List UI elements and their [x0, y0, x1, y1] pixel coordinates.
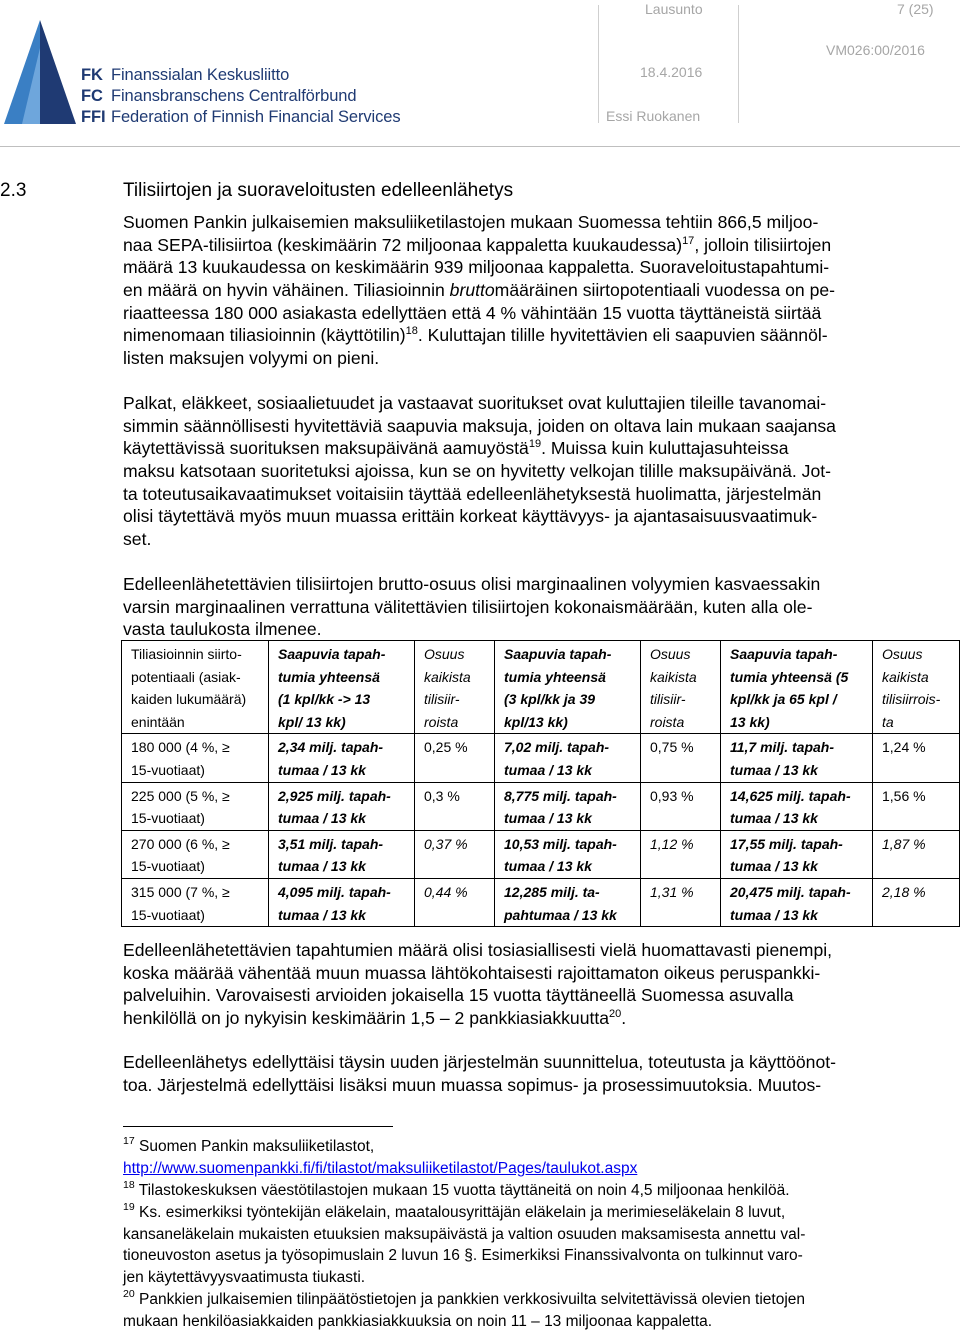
footnote-ref-20[interactable]: 20 — [609, 1008, 622, 1021]
table-cell: 1,24 % — [873, 734, 960, 782]
table-cell: 4,095 milj. tapah- tumaa / 13 kk — [269, 878, 415, 926]
table-header-cell: Osuus kaikista tilisiir- roista — [415, 641, 495, 734]
table-cell: 3,51 milj. tapah- tumaa / 13 kk — [269, 830, 415, 878]
table-row — [122, 782, 960, 830]
header-divider-mid — [738, 5, 739, 123]
table-cell: 2,18 % — [873, 878, 960, 926]
section-heading — [0, 180, 26, 202]
paragraph-5: Edelleenlähetys edellyttäisi täysin uuden järjestelmän suunnittelua, toteutusta ja käyttöönot- toa. Järjestelmä edellyttäisi lisäksi muun muassa sopimus- ja prosessimuutoksia. Muutos- — [123, 1052, 836, 1095]
logo-line-fc: FC Finansbranschens Centralförbund — [81, 87, 357, 105]
table-cell: 10,53 milj. tapah- tumaa / 13 kk — [495, 830, 641, 878]
table-cell: 1,56 % — [873, 782, 960, 830]
table-cell: 17,55 milj. tapah- tumaa / 13 kk — [721, 830, 873, 878]
logo-line-ffi: FFI Federation of Finnish Financial Services — [81, 108, 401, 126]
table-cell: 1,31 % — [641, 878, 721, 926]
table-cell: 12,285 milj. ta- pahtumaa / 13 kk — [495, 878, 641, 926]
table-header-cell: Osuus kaikista tilisiir- roista — [641, 641, 721, 734]
table-row — [122, 734, 960, 782]
table-cell: 0,75 % — [641, 734, 721, 782]
table-cell: 1,87 % — [873, 830, 960, 878]
logo — [0, 20, 401, 130]
section-title: Tilisiirtojen ja suoraveloitusten edelleenlähetys — [123, 180, 514, 201]
footnote-ref-19[interactable]: 19 — [528, 438, 542, 451]
logo-line-fk: FK Finanssialan Keskusliitto — [81, 66, 290, 84]
table-cell: 0,93 % — [641, 782, 721, 830]
footnote-18: $^{18}$ Tilastokeskuksen väestötilastojen mukaan 15 vuotta täyttäneitä on noin 4,5 miljoonaa henkilöä. — [123, 1179, 790, 1199]
table-cell: 0,25 % — [415, 734, 495, 782]
footnote-19: $^{19}$ Ks. esimerkiksi työntekijän eläkelain, maatalousyrittäjän eläkelain ja merimieseläkelain 8 luvut, kansaneläkelain mukaisten etuuksien maksupäivästä ja valtion osuuden maksamisesta annettu val- tioneuvoston asetus ja työsopimuslain 2 luvun 16 §. Esimerkiksi Finanssivalvonta on tulkinnut varo- jen käytettävyysvaatimusta tiukasti. — [123, 1201, 806, 1286]
paragraph-4: Edelleenlähetettävien tapahtumien määrä olisi tosiasiallisesti vielä huomattavasti pienempi, koska määrää vähentää muun muassa lähtökohtaisesti rajoittamaton oikeus peruspankki- palveluihin. Varovaisesti arvioiden jokaisella 15 vuotta täyttäneellä Suomessa asuvalla henkilöllä on jo nykyisin keskimäärin 1,5 – 2 pankkiasiakkuutta$^{20}$. — [123, 940, 833, 1029]
footnote-ref-17[interactable]: 17 — [682, 234, 695, 247]
table-cell: 1,12 % — [641, 830, 721, 878]
section-number: 2.3 — [0, 180, 27, 201]
table-row — [122, 830, 960, 878]
table-cell: 225 000 (5 %, ≥ 15-vuotiaat) — [122, 782, 269, 830]
table-cell: 7,02 milj. tapah- tumaa / 13 kk — [495, 734, 641, 782]
transfer-volume-table — [121, 640, 960, 927]
table-header-cell: Saapuvia tapah- tumia yhteensä (3 kpl/kk ja 39 kpl/13 kk) — [495, 641, 641, 734]
table-header-cell: Tiliasioinnin siirto- potentiaali (asiak- kaiden lukumäärä) enintään — [122, 641, 269, 734]
table-cell: 20,475 milj. tapah- tumaa / 13 kk — [721, 878, 873, 926]
table-cell: 180 000 (4 %, ≥ 15-vuotiaat) — [122, 734, 269, 782]
table-row — [122, 878, 960, 926]
page-header — [0, 0, 960, 150]
doc-author: Essi Ruokanen — [606, 108, 701, 124]
doc-type: Lausunto — [645, 1, 703, 17]
table-cell: 8,775 milj. tapah- tumaa / 13 kk — [495, 782, 641, 830]
table-header-cell: Saapuvia tapah- tumia yhteensä (5 kpl/kk ja 65 kpl / 13 kk) — [721, 641, 873, 734]
table-header-cell: Osuus kaikista tilisiirrois- ta — [873, 641, 960, 734]
header-rule — [0, 146, 960, 147]
footnote-ref-18[interactable]: 18 — [405, 325, 418, 338]
page-number: 7 (25) — [897, 1, 934, 17]
table-cell: 2,34 milj. tapah- tumaa / 13 kk — [269, 734, 415, 782]
table-cell: 14,625 milj. tapah- tumaa / 13 kk — [721, 782, 873, 830]
table-header-row — [122, 641, 960, 734]
footnote-17-link[interactable]: http://www.suomenpankki.fi/fi/tilastot/maksuliiketilastot/Pages/taulukot.aspx — [123, 1159, 638, 1177]
logo-triangle-icon — [0, 20, 78, 124]
paragraph-2: Palkat, eläkkeet, sosiaalietuudet ja vastaavat suoritukset ovat kuluttajien tileille tavanomai- simmin säännöllisesti hyvitettäviä saapuvia maksuja, joiden on oltava lain mukaan saajansa käytettävissä suorituksen maksupäivänä aamuyöstä$^{19}$. Muissa kuin kuluttajasuhteissa maksu katsotaan suoritetuksi ajoissa, kun se on hyvitetty velkojan tilille maksupäivänä. Jot- ta toteutusaikavaatimukset voitaisiin täyttää edelleenlähetyksestä huolimatta, järjestelmän olisi täytettävä myös muun muassa erittäin korkeat käyttävyys- ja ajantasaisuusvaatimuk- set. — [123, 393, 836, 550]
footnote-20: $^{20}$ Pankkien julkaisemien tilinpäätöstietojen ja pankkien verkkosivuilta selvitettävissä olevien tietojen mukaan henkilöasiakkaiden pankkiasiakkuuksia on noin 11 – 13 miljoonaa kappaletta. — [123, 1288, 806, 1330]
table-cell: 11,7 milj. tapah- tumaa / 13 kk — [721, 734, 873, 782]
paragraph-3: Edelleenlähetettävien tilisiirtojen brutto-osuus olisi marginaalinen volyymien kasvaessakin varsin marginaalinen verrattuna välitettävien tilisiirtojen kokonaismäärään, kuten alla ole- vasta taulukosta ilmenee. — [123, 574, 821, 640]
table-cell: 0,3 % — [415, 782, 495, 830]
table-cell: 0,37 % — [415, 830, 495, 878]
doc-date: 18.4.2016 — [640, 64, 703, 80]
doc-reference: VM026:00/2016 — [826, 42, 925, 58]
table-header-cell: Saapuvia tapah- tumia yhteensä (1 kpl/kk -> 13 kpl/ 13 kk) — [269, 641, 415, 734]
table-cell: 315 000 (7 %, ≥ 15-vuotiaat) — [122, 878, 269, 926]
footnote-17: $^{17}$ Suomen Pankin maksuliiketilastot, http://www.suomenpankki.fi/fi/tilastot/maksuliiketilastot/Pages/taulukot.aspx — [123, 1135, 638, 1177]
header-divider-left — [598, 5, 599, 123]
table-cell: 2,925 milj. tapah- tumaa / 13 kk — [269, 782, 415, 830]
table-cell: 270 000 (6 %, ≥ 15-vuotiaat) — [122, 830, 269, 878]
paragraph-1: Suomen Pankin julkaisemien maksuliiketilastojen mukaan Suomessa tehtiin 866,5 miljoo- naa SEPA-tilisiirtoa (keskimäärin 72 miljoonaa kappaletta kuukaudessa)$^{17}$, jolloin tilisiirtojen määrä 13 kuukaudessa on keskimäärin 939 miljoonaa kappaletta. Suoraveloitustapahtumi- en määrä on hyvin vähäinen. Tiliasioinnin bruttomääräinen siirtopotentiaali vuodessa on pe- riaatteessa 180 000 asiakasta edellyttäen että 4 % vähintään 15 vuotta täyttäneistä siirtää nimenomaan tiliasioinnin (käyttötilin)$^{18}$. Kuluttajan tilille hyvitettävien eli saapuvien säännöl- listen maksujen volyymi on pieni. — [123, 212, 836, 369]
table-cell: 0,44 % — [415, 878, 495, 926]
footnote-separator — [123, 1126, 393, 1127]
